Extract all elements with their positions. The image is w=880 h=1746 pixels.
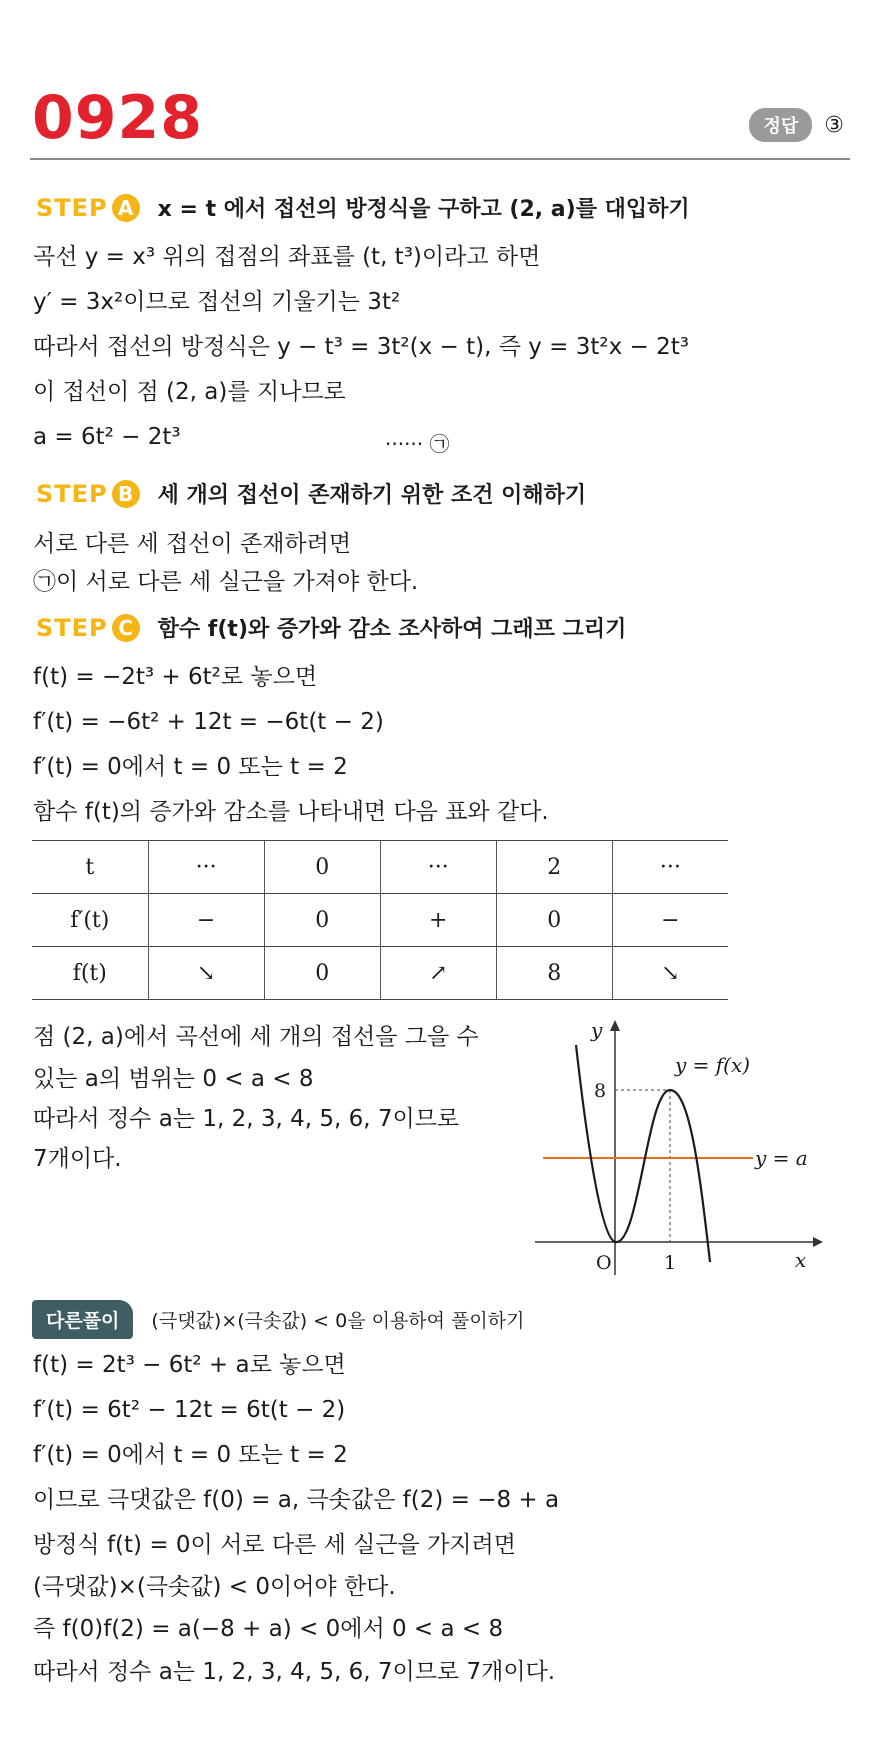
curve-label: y = f(x): [675, 1053, 751, 1077]
step-a-header: [36, 192, 690, 223]
table-row: [32, 947, 728, 1000]
step-b-line-2: ㉠이 서로 다른 세 실근을 가져야 한다.: [33, 569, 419, 595]
problem-number: 0928: [32, 83, 203, 153]
step-c-tag: STEP: [36, 613, 108, 642]
table-cell: ↘: [148, 947, 264, 1000]
table-row: [32, 841, 728, 894]
answer-value: ③: [824, 112, 844, 138]
conclusion-line-1: 점 (2, a)에서 곡선에 세 개의 접선을 그을 수: [33, 1024, 479, 1050]
step-b-tag: STEP: [36, 479, 108, 508]
function-graph: [535, 1015, 835, 1285]
line-label: y = a: [755, 1146, 808, 1170]
table-cell: t: [32, 841, 148, 894]
table-row: [32, 894, 728, 947]
table-cell: 0: [264, 894, 380, 947]
table-cell: ···: [148, 841, 264, 894]
step-a-line-2: y′ = 3x²이므로 접선의 기울기는 3t²: [33, 289, 401, 315]
table-cell: +: [380, 894, 496, 947]
alt-line-5: 방정식 f(t) = 0이 서로 다른 세 실근을 가지려면: [33, 1532, 516, 1558]
conclusion-line-4: 7개이다.: [33, 1146, 122, 1172]
y-axis-arrow-icon: [610, 1020, 620, 1031]
y-axis-label: y: [591, 1018, 603, 1042]
cubic-curve: [576, 1045, 710, 1262]
alt-line-6: (극댓값)×(극솟값) < 0이어야 한다.: [33, 1574, 396, 1600]
x-tick-label: 1: [664, 1252, 677, 1274]
step-b-header: [36, 478, 586, 509]
table-cell: 0: [264, 841, 380, 894]
alt-line-2: f′(t) = 6t² − 12t = 6t(t − 2): [33, 1397, 346, 1423]
step-c-line-2: f′(t) = −6t² + 12t = −6t(t − 2): [33, 709, 384, 735]
alt-line-4: 이므로 극댓값은 f(0) = a, 극솟값은 f(2) = −8 + a: [33, 1487, 560, 1513]
table-cell: 2: [496, 841, 612, 894]
conclusion-line-2: 있는 a의 범위는 0 < a < 8: [33, 1066, 314, 1092]
alt-line-8: 따라서 정수 a는 1, 2, 3, 4, 5, 6, 7이므로 7개이다.: [33, 1659, 556, 1685]
header-divider: [30, 158, 850, 160]
step-c-line-3: f′(t) = 0에서 t = 0 또는 t = 2: [33, 754, 348, 780]
step-b-badge: B: [112, 480, 140, 508]
step-c-line-1: f(t) = −2t³ + 6t²로 놓으면: [33, 664, 318, 690]
alt-line-3: f′(t) = 0에서 t = 0 또는 t = 2: [33, 1442, 348, 1468]
alt-solution-subtitle: (극댓값)×(극솟값) < 0을 이용하여 풀이하기: [151, 1310, 525, 1332]
step-a-line-3: 따라서 접선의 방정식은 y − t³ = 3t²(x − t), 즉 y = 3t²x − 2t³: [33, 334, 689, 360]
step-a-badge: A: [112, 194, 140, 222]
x-axis-arrow-icon: [813, 1237, 823, 1247]
step-c-header: [36, 612, 626, 643]
table-cell: ↘: [612, 947, 728, 1000]
table-cell: ···: [612, 841, 728, 894]
table-cell: f(t): [32, 947, 148, 1000]
table-cell: 0: [496, 894, 612, 947]
table-cell: 0: [264, 947, 380, 1000]
x-axis-label: x: [795, 1248, 807, 1272]
step-b-title: 세 개의 접선이 존재하기 위한 조건 이해하기: [157, 483, 587, 508]
table-cell: ↗: [380, 947, 496, 1000]
answer-box: [749, 108, 844, 142]
y-tick-label: 8: [594, 1080, 607, 1102]
step-a-line-4: 이 접선이 점 (2, a)를 지나므로: [33, 379, 346, 405]
step-c-badge: C: [112, 614, 140, 642]
equation-marker: ······ ㉠: [385, 432, 450, 456]
step-a-title: x = t 에서 접선의 방정식을 구하고 (2, a)를 대입하기: [157, 197, 690, 222]
sign-table: [32, 840, 728, 1000]
step-a-line-5: a = 6t² − 2t³: [33, 424, 181, 450]
alt-solution-header: [32, 1300, 524, 1339]
table-cell: −: [148, 894, 264, 947]
table-cell: −: [612, 894, 728, 947]
answer-label: 정답: [749, 108, 812, 142]
step-c-title: 함수 f(t)와 증가와 감소 조사하여 그래프 그리기: [157, 617, 627, 642]
step-b-line-1: 서로 다른 세 접선이 존재하려면: [33, 531, 352, 557]
conclusion-line-3: 따라서 정수 a는 1, 2, 3, 4, 5, 6, 7이므로: [33, 1106, 460, 1132]
table-cell: f′(t): [32, 894, 148, 947]
table-cell: ···: [380, 841, 496, 894]
table-cell: 8: [496, 947, 612, 1000]
step-a-line-1: 곡선 y = x³ 위의 접점의 좌표를 (t, t³)이라고 하면: [33, 244, 541, 270]
alt-line-1: f(t) = 2t³ − 6t² + a로 놓으면: [33, 1352, 346, 1378]
alt-solution-tag: 다른풀이: [32, 1300, 133, 1339]
origin-label: O: [596, 1252, 612, 1274]
step-a-tag: STEP: [36, 193, 108, 222]
alt-line-7: 즉 f(0)f(2) = a(−8 + a) < 0에서 0 < a < 8: [33, 1616, 504, 1642]
step-c-line-4: 함수 f(t)의 증가와 감소를 나타내면 다음 표와 같다.: [33, 799, 549, 825]
